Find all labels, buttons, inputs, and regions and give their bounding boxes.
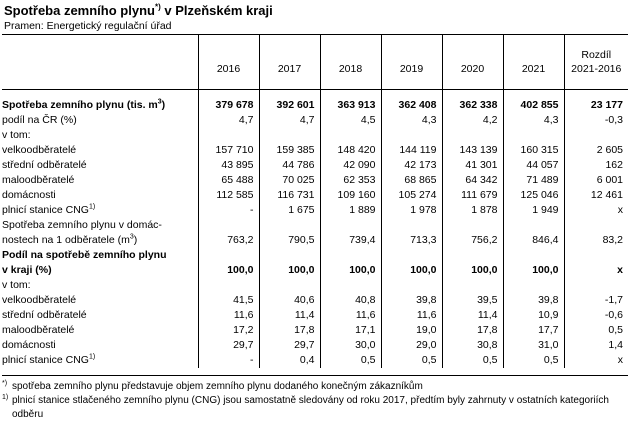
header-year: 2016 [198, 35, 259, 90]
spacer-cell [198, 90, 259, 99]
value-cell [198, 128, 259, 143]
value-cell: 64 342 [442, 173, 503, 188]
footnote-separator [2, 375, 628, 376]
value-cell: 44 057 [503, 158, 564, 173]
value-cell: 105 274 [381, 188, 442, 203]
table-row [2, 278, 628, 293]
value-cell: 41 301 [442, 158, 503, 173]
value-cell: 42 090 [320, 158, 381, 173]
value-cell [381, 128, 442, 143]
value-cell: 157 710 [198, 143, 259, 158]
row-label: v tom: [2, 279, 31, 291]
row-label: velkoodběratelé [2, 294, 77, 306]
table-row [2, 263, 628, 278]
value-cell [198, 278, 259, 293]
spacer-cell [320, 90, 381, 99]
source-line: Pramen: Energetický regulační úřad [4, 20, 172, 32]
table-row [2, 338, 628, 353]
header-row [2, 35, 628, 90]
spacer-cell [503, 90, 564, 99]
value-cell: 43 895 [198, 158, 259, 173]
value-cell: 0,5 [320, 353, 381, 368]
value-cell: 42 173 [381, 158, 442, 173]
header-year: 2021 [503, 35, 564, 90]
value-cell: x [564, 353, 628, 368]
value-cell: 0,5 [503, 353, 564, 368]
header-year: 2019 [381, 35, 442, 90]
value-cell: 2 605 [564, 143, 628, 158]
value-cell [320, 218, 381, 233]
table-row [2, 323, 628, 338]
value-cell: 30,8 [442, 338, 503, 353]
value-cell: 11,6 [198, 308, 259, 323]
row-label: nostech na 1 odběratele $(m^3)$ [2, 233, 138, 246]
value-cell: 17,1 [320, 323, 381, 338]
value-cell: 1 889 [320, 203, 381, 218]
value-cell: 11,6 [320, 308, 381, 323]
spacer-cell [2, 90, 198, 99]
value-cell: 0,5 [442, 353, 503, 368]
value-cell [198, 218, 259, 233]
value-cell [381, 248, 442, 263]
value-cell [564, 128, 628, 143]
row-label: maloodběratelé [2, 324, 75, 336]
value-cell: 100,0 [259, 263, 320, 278]
value-cell: 19,0 [381, 323, 442, 338]
value-cell: 17,8 [259, 323, 320, 338]
value-cell: 41,5 [198, 293, 259, 308]
value-cell: 40,6 [259, 293, 320, 308]
value-cell: -0,6 [564, 308, 628, 323]
value-cell: 71 489 [503, 173, 564, 188]
value-cell [564, 248, 628, 263]
value-cell: 1 949 [503, 203, 564, 218]
value-cell: -1,7 [564, 293, 628, 308]
table-row [2, 218, 628, 233]
value-cell: 17,7 [503, 323, 564, 338]
value-cell: 6 001 [564, 173, 628, 188]
value-cell: 362 408 [381, 98, 442, 113]
value-cell: 363 913 [320, 98, 381, 113]
value-cell: 0,5 [564, 323, 628, 338]
row-label: střední odběratelé [2, 159, 87, 171]
footnote: *) spotřeba zemního plynu představuje objem zemního plynu dodaného konečným zákazníkům [2, 380, 423, 392]
row-label: domácnosti [2, 189, 56, 201]
table-row [2, 128, 628, 143]
row-label: střední odběratelé [2, 309, 87, 321]
value-cell [259, 218, 320, 233]
value-cell: 160 315 [503, 143, 564, 158]
value-cell: 30,0 [320, 338, 381, 353]
value-cell: 100,0 [442, 263, 503, 278]
value-cell: 0,5 [381, 353, 442, 368]
value-cell: 112 585 [198, 188, 259, 203]
row-label: domácnosti [2, 339, 56, 351]
value-cell: 12 461 [564, 188, 628, 203]
value-cell: 11,4 [442, 308, 503, 323]
header-year: 2020 [442, 35, 503, 90]
value-cell: 23 177 [564, 98, 628, 113]
value-cell: 144 119 [381, 143, 442, 158]
row-label: podíl na ČR (%) [2, 114, 77, 126]
value-cell: 1 878 [442, 203, 503, 218]
row-label: plnicí stanice CNG$^{1)}$ [2, 353, 96, 366]
value-cell: 159 385 [259, 143, 320, 158]
table-row [2, 173, 628, 188]
value-cell: 846,4 [503, 233, 564, 248]
value-cell: 4,7 [198, 113, 259, 128]
value-cell: 100,0 [381, 263, 442, 278]
value-cell: 125 046 [503, 188, 564, 203]
value-cell: 11,4 [259, 308, 320, 323]
value-cell: 40,8 [320, 293, 381, 308]
value-cell: 29,0 [381, 338, 442, 353]
header-label [2, 35, 198, 90]
value-cell: x [564, 203, 628, 218]
spacer-cell [442, 90, 503, 99]
row-label: velkoodběratelé [2, 144, 77, 156]
value-cell: 713,3 [381, 233, 442, 248]
spacer-cell [259, 90, 320, 99]
header-year: 2018 [320, 35, 381, 90]
value-cell: 4,2 [442, 113, 503, 128]
data-table [2, 34, 628, 368]
row-label: plnicí stanice CNG$^{1)}$ [2, 203, 96, 216]
value-cell: - [198, 353, 259, 368]
value-cell: 1,4 [564, 338, 628, 353]
header-difference: Rozdíl 2021-2016 [564, 35, 628, 90]
value-cell: 39,5 [442, 293, 503, 308]
value-cell: 62 353 [320, 173, 381, 188]
value-cell [442, 218, 503, 233]
value-cell: 17,2 [198, 323, 259, 338]
table-row [2, 113, 628, 128]
row-label: Podíl na spotřebě zemního plynu [2, 249, 167, 261]
value-cell: 10,9 [503, 308, 564, 323]
value-cell: 4,3 [381, 113, 442, 128]
value-cell: 0,4 [259, 353, 320, 368]
header-year: 2017 [259, 35, 320, 90]
value-cell [198, 248, 259, 263]
value-cell [564, 218, 628, 233]
value-cell: 1 978 [381, 203, 442, 218]
value-cell: 39,8 [381, 293, 442, 308]
table-row [2, 203, 628, 218]
value-cell: 4,3 [503, 113, 564, 128]
table-row [2, 308, 628, 323]
value-cell [503, 248, 564, 263]
value-cell: 162 [564, 158, 628, 173]
spacer-cell [564, 90, 628, 99]
value-cell [259, 128, 320, 143]
value-cell: 739,4 [320, 233, 381, 248]
value-cell: 4,7 [259, 113, 320, 128]
value-cell [503, 128, 564, 143]
value-cell: 148 420 [320, 143, 381, 158]
value-cell: 65 488 [198, 173, 259, 188]
footnote: 1) plnicí stanice stlačeného zemního plynu (CNG) jsou samostatně sledovány od roku 2017, předtím byly zahrnuty v ostatních kategoriích odběru [2, 394, 609, 420]
table-row [2, 188, 628, 203]
value-cell: 83,2 [564, 233, 628, 248]
value-cell: 756,2 [442, 233, 503, 248]
value-cell [442, 278, 503, 293]
row-label: v kraji (%) [2, 264, 52, 276]
value-cell: 70 025 [259, 173, 320, 188]
value-cell: 29,7 [198, 338, 259, 353]
value-cell: 379 678 [198, 98, 259, 113]
value-cell: 11,6 [381, 308, 442, 323]
value-cell: 4,5 [320, 113, 381, 128]
value-cell: 100,0 [320, 263, 381, 278]
value-cell: 392 601 [259, 98, 320, 113]
table-row [2, 248, 628, 263]
row-label: maloodběratelé [2, 174, 75, 186]
value-cell [381, 218, 442, 233]
value-cell: 68 865 [381, 173, 442, 188]
value-cell [442, 128, 503, 143]
table-row [2, 158, 628, 173]
value-cell [320, 128, 381, 143]
value-cell: 31,0 [503, 338, 564, 353]
spacer-cell [381, 90, 442, 99]
value-cell: x [564, 263, 628, 278]
row-label: v tom: [2, 129, 31, 141]
value-cell: 29,7 [259, 338, 320, 353]
table-row [2, 293, 628, 308]
table-title: Spotřeba zemního plynu*) v Plzeňském kraji [4, 2, 273, 18]
value-cell: 116 731 [259, 188, 320, 203]
value-cell: 39,8 [503, 293, 564, 308]
value-cell: 111 679 [442, 188, 503, 203]
value-cell: 44 786 [259, 158, 320, 173]
value-cell: 109 160 [320, 188, 381, 203]
value-cell: 17,8 [442, 323, 503, 338]
value-cell: 100,0 [198, 263, 259, 278]
value-cell: 143 139 [442, 143, 503, 158]
value-cell [503, 218, 564, 233]
footnotes [2, 380, 622, 422]
value-cell: - [198, 203, 259, 218]
value-cell [259, 248, 320, 263]
value-cell: 1 675 [259, 203, 320, 218]
value-cell [503, 278, 564, 293]
spacer-row [2, 90, 628, 99]
value-cell [259, 278, 320, 293]
value-cell [320, 248, 381, 263]
value-cell [381, 278, 442, 293]
table-row [2, 98, 628, 113]
value-cell: 790,5 [259, 233, 320, 248]
table-row [2, 143, 628, 158]
value-cell: 763,2 [198, 233, 259, 248]
table-row [2, 353, 628, 368]
value-cell: 100,0 [503, 263, 564, 278]
value-cell: 362 338 [442, 98, 503, 113]
value-cell: -0,3 [564, 113, 628, 128]
row-label: Spotřeba zemního plynu v domác- [2, 219, 162, 231]
row-label: Spotřeba zemního plynu (tis. $m^3$) [2, 98, 166, 111]
value-cell [564, 278, 628, 293]
value-cell [442, 248, 503, 263]
value-cell [320, 278, 381, 293]
value-cell: 402 855 [503, 98, 564, 113]
table-row [2, 233, 628, 248]
